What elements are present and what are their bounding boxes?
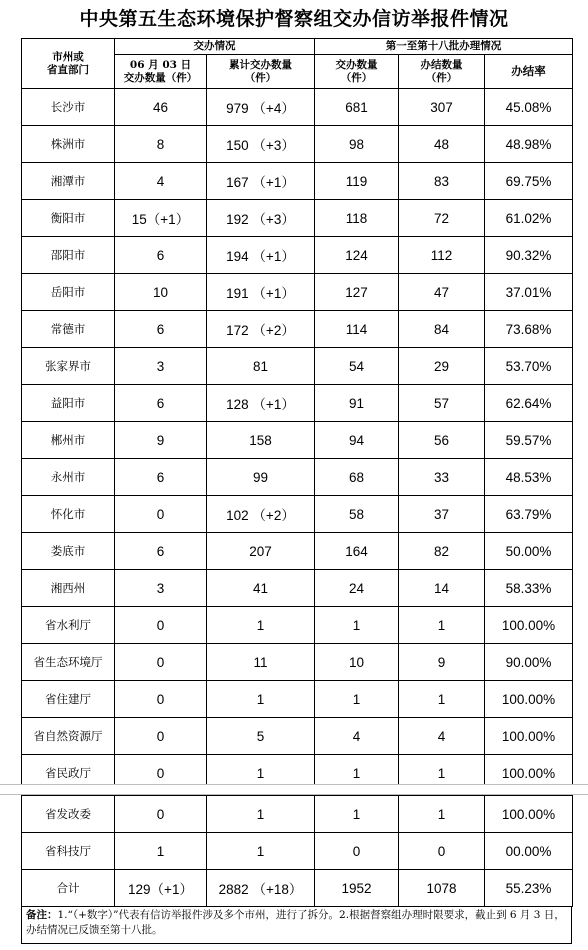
cell-assigned-count: 91 <box>315 385 399 422</box>
cell-completion-rate: 62.64% <box>485 385 573 422</box>
table-row <box>22 570 573 607</box>
cell-total-count: 167 （+1） <box>207 163 315 200</box>
row-name: 郴州市 <box>22 422 115 459</box>
cell-today-count: 9 <box>115 422 207 459</box>
cell-completion-rate: 45.08% <box>485 89 573 126</box>
table-row <box>22 796 573 833</box>
page-title: 中央第五生态环境保护督察组交办信访举报件情况 <box>79 8 509 30</box>
header-done-count: 办结数量 （件） <box>399 55 485 89</box>
header-today-count: 06 月 03 日 交办数量（件） <box>115 55 207 89</box>
cell-today-count: 6 <box>115 237 207 274</box>
row-name: 湘潭市 <box>22 163 115 200</box>
cell-total-count: 1 <box>207 681 315 718</box>
cell-today-count: 0 <box>115 796 207 833</box>
cell-today-count: 6 <box>115 385 207 422</box>
page-break-separator <box>0 784 588 795</box>
cell-total-count: 128 （+1） <box>207 385 315 422</box>
cell-assigned-count: 114 <box>315 311 399 348</box>
cell-completion-rate: 00.00% <box>485 833 573 870</box>
cell-assigned-count: 68 <box>315 459 399 496</box>
row-name: 张家界市 <box>22 348 115 385</box>
row-name: 省住建厅 <box>22 681 115 718</box>
cell-completion-rate: 63.79% <box>485 496 573 533</box>
cell-total-count: 1 <box>207 755 315 792</box>
cell-done-count: 37 <box>399 496 485 533</box>
cell-today-count: 0 <box>115 681 207 718</box>
table-row <box>22 163 573 200</box>
cell-completion-rate: 55.23% <box>485 870 573 907</box>
cell-today-count: 129（+1） <box>115 870 207 907</box>
report-table-continued <box>21 795 573 907</box>
cell-total-count: 99 <box>207 459 315 496</box>
cell-today-count: 6 <box>115 533 207 570</box>
cell-today-count: 0 <box>115 496 207 533</box>
row-name: 株洲市 <box>22 126 115 163</box>
cell-done-count: 1 <box>399 755 485 792</box>
cell-done-count: 29 <box>399 348 485 385</box>
cell-today-count: 46 <box>115 89 207 126</box>
cell-done-count: 47 <box>399 274 485 311</box>
cell-assigned-count: 1 <box>315 796 399 833</box>
table-row <box>22 644 573 681</box>
cell-total-count: 11 <box>207 644 315 681</box>
cell-total-count: 191 （+1） <box>207 274 315 311</box>
cell-total-count: 1 <box>207 607 315 644</box>
cell-completion-rate: 100.00% <box>485 681 573 718</box>
cell-assigned-count: 10 <box>315 644 399 681</box>
table-row <box>22 681 573 718</box>
cell-done-count: 82 <box>399 533 485 570</box>
cell-completion-rate: 48.98% <box>485 126 573 163</box>
table-row <box>22 422 573 459</box>
cell-done-count: 84 <box>399 311 485 348</box>
cell-assigned-count: 24 <box>315 570 399 607</box>
table-row <box>22 200 573 237</box>
table-row <box>22 496 573 533</box>
cell-today-count: 0 <box>115 718 207 755</box>
row-name: 省水利厅 <box>22 607 115 644</box>
cell-completion-rate: 100.00% <box>485 607 573 644</box>
cell-total-count: 207 <box>207 533 315 570</box>
cell-assigned-count: 1 <box>315 755 399 792</box>
table-row <box>22 126 573 163</box>
row-name: 邵阳市 <box>22 237 115 274</box>
cell-total-count: 1 <box>207 796 315 833</box>
cell-total-count: 1 <box>207 833 315 870</box>
cell-assigned-count: 1 <box>315 607 399 644</box>
cell-assigned-count: 94 <box>315 422 399 459</box>
cell-completion-rate: 59.57% <box>485 422 573 459</box>
cell-completion-rate: 58.33% <box>485 570 573 607</box>
row-name: 长沙市 <box>22 89 115 126</box>
cell-done-count: 1 <box>399 681 485 718</box>
cell-done-count: 9 <box>399 644 485 681</box>
cell-completion-rate: 48.53% <box>485 459 573 496</box>
header-group-assigned: 交办情况 <box>115 39 315 55</box>
cell-assigned-count: 54 <box>315 348 399 385</box>
header-total-count: 累计交办数量 （件） <box>207 55 315 89</box>
table-row <box>22 459 573 496</box>
cell-done-count: 112 <box>399 237 485 274</box>
row-name: 省发改委 <box>22 796 115 833</box>
cell-completion-rate: 90.32% <box>485 237 573 274</box>
cell-done-count: 48 <box>399 126 485 163</box>
row-name: 衡阳市 <box>22 200 115 237</box>
cell-assigned-count: 1 <box>315 681 399 718</box>
table-row <box>22 533 573 570</box>
row-name: 永州市 <box>22 459 115 496</box>
header-assigned-count: 交办数量 （件） <box>315 55 399 89</box>
cell-today-count: 4 <box>115 163 207 200</box>
cell-today-count: 15（+1） <box>115 200 207 237</box>
cell-completion-rate: 90.00% <box>485 644 573 681</box>
row-name: 省生态环境厅 <box>22 644 115 681</box>
cell-assigned-count: 4 <box>315 718 399 755</box>
cell-total-count: 979 （+4） <box>207 89 315 126</box>
cell-assigned-count: 1952 <box>315 870 399 907</box>
row-name: 怀化市 <box>22 496 115 533</box>
cell-completion-rate: 100.00% <box>485 755 573 792</box>
cell-today-count: 6 <box>115 459 207 496</box>
cell-done-count: 1 <box>399 607 485 644</box>
cell-total-count: 194 （+1） <box>207 237 315 274</box>
cell-done-count: 1 <box>399 796 485 833</box>
cell-done-count: 56 <box>399 422 485 459</box>
row-name: 省自然资源厅 <box>22 718 115 755</box>
cell-assigned-count: 0 <box>315 833 399 870</box>
table-row <box>22 311 573 348</box>
cell-today-count: 6 <box>115 311 207 348</box>
row-name: 合计 <box>22 870 115 907</box>
row-name: 常德市 <box>22 311 115 348</box>
cell-assigned-count: 98 <box>315 126 399 163</box>
cell-done-count: 1078 <box>399 870 485 907</box>
cell-done-count: 57 <box>399 385 485 422</box>
cell-completion-rate: 69.75% <box>485 163 573 200</box>
row-name: 湘西州 <box>22 570 115 607</box>
cell-completion-rate: 73.68% <box>485 311 573 348</box>
cell-total-count: 158 <box>207 422 315 459</box>
cell-today-count: 10 <box>115 274 207 311</box>
cell-completion-rate: 50.00% <box>485 533 573 570</box>
report-table <box>21 38 573 792</box>
cell-today-count: 8 <box>115 126 207 163</box>
cell-total-count: 81 <box>207 348 315 385</box>
row-name: 娄底市 <box>22 533 115 570</box>
table-row <box>22 385 573 422</box>
cell-done-count: 4 <box>399 718 485 755</box>
cell-assigned-count: 119 <box>315 163 399 200</box>
cell-total-count: 5 <box>207 718 315 755</box>
cell-total-count: 150 （+3） <box>207 126 315 163</box>
cell-assigned-count: 58 <box>315 496 399 533</box>
footnote <box>21 906 572 944</box>
cell-assigned-count: 127 <box>315 274 399 311</box>
cell-total-count: 41 <box>207 570 315 607</box>
table-row <box>22 89 573 126</box>
cell-total-count: 192 （+3） <box>207 200 315 237</box>
cell-total-count: 102 （+2） <box>207 496 315 533</box>
cell-done-count: 83 <box>399 163 485 200</box>
cell-today-count: 0 <box>115 644 207 681</box>
cell-total-count: 2882 （+18） <box>207 870 315 907</box>
cell-assigned-count: 164 <box>315 533 399 570</box>
cell-assigned-count: 124 <box>315 237 399 274</box>
cell-today-count: 1 <box>115 833 207 870</box>
cell-today-count: 3 <box>115 348 207 385</box>
cell-completion-rate: 61.02% <box>485 200 573 237</box>
header-region: 市州或 省直部门 <box>22 39 115 89</box>
row-name: 益阳市 <box>22 385 115 422</box>
cell-assigned-count: 681 <box>315 89 399 126</box>
cell-total-count: 172 （+2） <box>207 311 315 348</box>
row-name: 岳阳市 <box>22 274 115 311</box>
cell-done-count: 307 <box>399 89 485 126</box>
cell-done-count: 33 <box>399 459 485 496</box>
table-row <box>22 348 573 385</box>
table-row <box>22 237 573 274</box>
table-row <box>22 607 573 644</box>
cell-assigned-count: 118 <box>315 200 399 237</box>
table-row <box>22 833 573 870</box>
cell-completion-rate: 37.01% <box>485 274 573 311</box>
row-name: 省科技厅 <box>22 833 115 870</box>
footnote-text: 1.“（+数字）”代表有信访举报件涉及多个市州，进行了拆分。2.根据督察组办理时限要求，截止到 6 月 3 日，办结情况已反馈至第十八批。 <box>26 909 565 936</box>
cell-done-count: 14 <box>399 570 485 607</box>
cell-done-count: 72 <box>399 200 485 237</box>
header-completion-rate: 办结率 <box>485 55 573 89</box>
table-row <box>22 870 573 907</box>
cell-today-count: 0 <box>115 755 207 792</box>
cell-completion-rate: 100.00% <box>485 718 573 755</box>
table-row <box>22 274 573 311</box>
cell-today-count: 3 <box>115 570 207 607</box>
cell-completion-rate: 53.70% <box>485 348 573 385</box>
cell-done-count: 0 <box>399 833 485 870</box>
table-row <box>22 718 573 755</box>
cell-completion-rate: 100.00% <box>485 796 573 833</box>
footnote-label: 备注： <box>26 909 58 921</box>
cell-today-count: 0 <box>115 607 207 644</box>
header-group-progress: 第一至第十八批办理情况 <box>315 39 573 55</box>
row-name: 省民政厅 <box>22 755 115 792</box>
